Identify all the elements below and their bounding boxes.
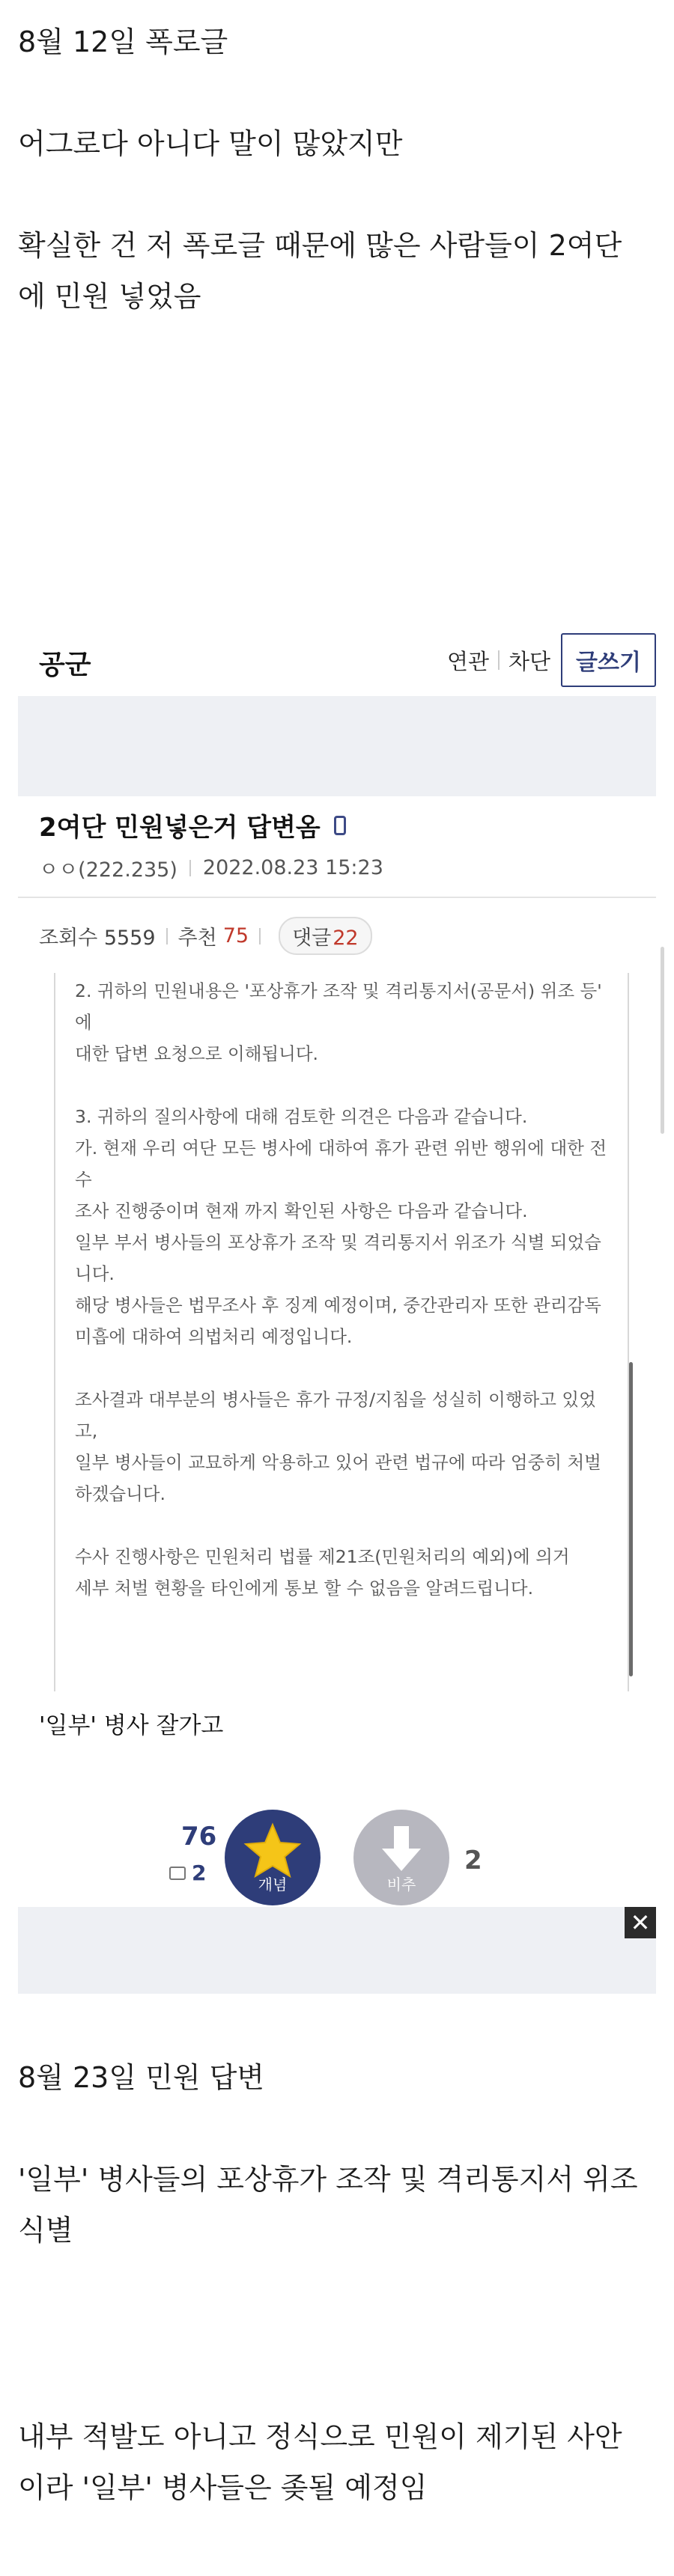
document-scrollbar[interactable]: [629, 1362, 633, 1676]
post-meta: [39, 853, 383, 882]
image-icon: [169, 1867, 186, 1880]
doc-line: 해당 병사들은 법무조사 후 징계 예정이며, 중간관리자 또한 관리감독: [75, 1295, 601, 1316]
upvote-label: 개념: [258, 1875, 288, 1893]
divider: [18, 897, 656, 898]
doc-line: 니다.: [75, 1263, 115, 1284]
doc-line: 세부 처벌 현황을 타인에게 통보 할 수 없음을 알려드립니다.: [75, 1578, 534, 1599]
board-name[interactable]: 공군: [39, 650, 91, 680]
divider: [189, 860, 191, 876]
views-count: 조회수 5559: [39, 927, 156, 950]
embedded-post-screenshot: [18, 614, 656, 2006]
downvote-count: 2: [464, 1846, 482, 1875]
downvote-button[interactable]: [353, 1810, 449, 1905]
doc-line: 하겠습니다.: [75, 1483, 166, 1504]
doc-line: 일부 부서 병사들의 포상휴가 조작 및 격리통지서 위조가 식별 되었습: [75, 1232, 601, 1253]
header-links: [447, 633, 656, 687]
doc-line: 수사 진행사항은 민원처리 법률 제21조(민원처리의 예외)에 의거: [75, 1546, 570, 1567]
post-stats: [39, 917, 372, 955]
related-link[interactable]: 연관: [446, 648, 490, 674]
paragraph-3-line-1: 확실한 건 저 폭로글 때문에 많은 사람들이 2여단: [18, 229, 622, 262]
doc-line: 일부 병사들이 교묘하게 악용하고 있어 관련 법규에 따라 엄중히 처벌: [75, 1452, 601, 1473]
doc-line: 대한 답변 요청으로 이해됩니다.: [75, 1043, 318, 1064]
paragraph-3-line-2: 에 민원 넣었음: [18, 280, 201, 313]
comment-label: 댓글: [292, 927, 332, 950]
recommend-count: 75: [222, 924, 249, 947]
ad-banner[interactable]: [18, 1907, 656, 1994]
downvote-label: 비추: [386, 1875, 416, 1893]
comment-count: 22: [333, 927, 359, 950]
post-title: [39, 807, 346, 843]
upvote-sub-count: 2: [192, 1861, 207, 1885]
divider: [498, 650, 500, 670]
post-datetime: 2022.08.23 15:23: [202, 856, 383, 879]
header-band: [18, 696, 656, 796]
doc-line: 3. 귀하의 질의사항에 대해 검토한 의견은 다음과 같습니다.: [75, 1106, 528, 1127]
doc-line: 고,: [75, 1420, 98, 1441]
paragraph-6-line-1: 내부 적발도 아니고 정식으로 민원이 제기된 사안: [18, 2420, 622, 2453]
board-header: [18, 614, 656, 696]
paragraph-2: 어그로다 아니다 말이 많았지만: [18, 127, 403, 160]
paragraph-6-line-2: 이라 '일부' 병사들은 좆될 예정임: [18, 2471, 428, 2504]
comment-button[interactable]: [279, 917, 372, 955]
document-image: [54, 973, 629, 1691]
post-caption: '일부' 병사 잘가고: [39, 1712, 224, 1739]
divider: [259, 928, 261, 944]
doc-line: 에: [75, 1012, 92, 1033]
paragraph-4: 8월 23일 민원 답변: [18, 2061, 265, 2094]
author[interactable]: ㅇㅇ(222.235): [39, 858, 177, 882]
close-icon[interactable]: ✕: [625, 1907, 656, 1938]
doc-line: 가. 현재 우리 여단 모든 병사에 대하여 휴가 관련 위반 행위에 대한 전: [75, 1138, 607, 1159]
doc-line: 조사 진행중이며 현재 까지 확인된 사항은 다음과 같습니다.: [75, 1200, 528, 1221]
doc-line: 조사결과 대부분의 병사들은 휴가 규정/지침을 성실히 이행하고 있었: [75, 1389, 596, 1410]
write-button[interactable]: 글쓰기: [561, 633, 656, 687]
vote-box: [18, 1810, 656, 1914]
paragraph-5-line-1: '일부' 병사들의 포상휴가 조작 및 격리통지서 위조: [18, 2163, 638, 2196]
upvote-sub: [169, 1861, 206, 1885]
doc-line: 미흡에 대하여 의법처리 예정입니다.: [75, 1326, 353, 1347]
upvote-button[interactable]: [225, 1810, 321, 1905]
upvote-count: 76: [181, 1822, 217, 1852]
divider: [166, 928, 168, 944]
doc-line: 2. 귀하의 민원내용은 '포상휴가 조작 및 격리통지서(공문서) 위조 등': [75, 980, 602, 1001]
block-link[interactable]: 차단: [508, 648, 551, 674]
phone-icon: [334, 816, 346, 835]
paragraph-5-line-2: 식별: [18, 2214, 73, 2247]
doc-line: 수: [75, 1169, 92, 1190]
page-scrollbar[interactable]: [661, 947, 664, 1134]
recommend-label: 추천: [177, 927, 217, 950]
paragraph-1: 8월 12일 폭로글: [18, 25, 228, 58]
post-title-text: 2여단 민원넣은거 답변옴: [39, 813, 321, 843]
